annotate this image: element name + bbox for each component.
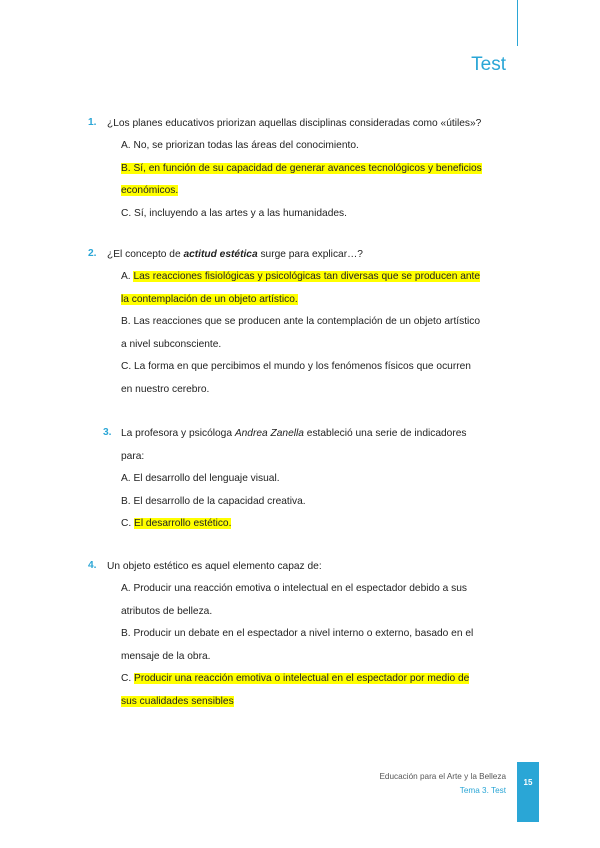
question-1-option-a: A. No, se priorizan todas las áreas del conocimiento. xyxy=(121,140,359,151)
question-4-option-b-line2: mensaje de la obra. xyxy=(121,650,211,662)
question-4-option-c-prefix: C. xyxy=(121,673,135,684)
question-1-options xyxy=(121,135,507,225)
question-4-option-b-line1: B. Producir un debate en el espectador a nivel interno o externo, basado en el xyxy=(121,628,474,639)
question-3-emphasis: Andrea Zanella xyxy=(234,428,304,439)
question-3-text-after: estableció una serie de indicadores xyxy=(303,428,467,439)
question-3 xyxy=(121,423,507,536)
question-2 xyxy=(107,244,507,267)
question-2-text-before: ¿El concepto de xyxy=(107,249,184,260)
question-2-option-a-prefix: A. xyxy=(121,271,134,282)
question-4-text: Un objeto estético es aquel elemento capaz de: xyxy=(107,561,322,572)
question-4-option-a-line1: A. Producir una reacción emotiva o intelectual en el espectador debido a sus xyxy=(121,583,468,594)
question-1-option-c: C. Sí, incluyendo a las artes y a las humanidades. xyxy=(121,207,347,219)
question-3-text-line2: para: xyxy=(121,450,145,462)
question-2-number: 2. xyxy=(88,248,97,259)
header-rule xyxy=(517,0,518,46)
question-4 xyxy=(107,556,507,579)
question-3-number: 3. xyxy=(103,427,112,438)
question-4-option-c-line1: Producir una reacción emotiva o intelectual en el espectador por medio de xyxy=(134,673,470,684)
question-3-option-b: B. El desarrollo de la capacidad creativa. xyxy=(121,495,306,507)
question-2-option-c-line1: C. La forma en que percibimos el mundo y los fenómenos físicos que ocurren xyxy=(121,361,471,372)
page-number-tab xyxy=(517,762,539,822)
question-1 xyxy=(107,113,507,136)
question-2-options xyxy=(121,266,507,401)
question-2-option-b-line2: a nivel subconsciente. xyxy=(121,338,222,350)
question-1-option-b-line1: B. Sí, en función de su capacidad de generar avances tecnológicos y beneficios xyxy=(121,162,482,174)
question-2-option-c-line2: en nuestro cerebro. xyxy=(121,383,210,395)
question-1-option-b-line2: económicos. xyxy=(121,185,179,196)
question-2-text-after: surge para explicar…? xyxy=(257,249,363,260)
page-title: Test xyxy=(471,54,506,75)
page-number: 15 xyxy=(523,778,533,787)
question-4-option-a-line2: atributos de belleza. xyxy=(121,605,213,617)
question-2-option-a-line2: la contemplación de un objeto artístico. xyxy=(121,293,298,305)
question-2-option-b-line1: B. Las reacciones que se producen ante la contemplación de un objeto artístico xyxy=(121,316,481,327)
question-3-text-before: La profesora y psicóloga xyxy=(121,428,235,439)
question-3-option-c: El desarrollo estético. xyxy=(134,518,232,529)
question-2-emphasis: actitud estética xyxy=(183,249,258,260)
question-2-option-a-line1: Las reacciones fisiológicas y psicológicas tan diversas que se producen ante xyxy=(133,271,481,282)
question-3-option-a: A. El desarrollo del lenguaje visual. xyxy=(121,473,280,484)
question-3-option-c-prefix: C. xyxy=(121,518,135,529)
question-4-number: 4. xyxy=(88,560,97,571)
question-4-option-c-line2: sus cualidades sensibles xyxy=(121,695,234,707)
footer-topic: Tema 3. Test xyxy=(459,786,506,795)
question-1-text: ¿Los planes educativos priorizan aquellas disciplinas consideradas como «útiles»? xyxy=(107,118,482,129)
question-4-options xyxy=(121,578,507,713)
footer-book-title: Educación para el Arte y la Belleza xyxy=(379,772,506,781)
question-1-number: 1. xyxy=(88,117,97,128)
